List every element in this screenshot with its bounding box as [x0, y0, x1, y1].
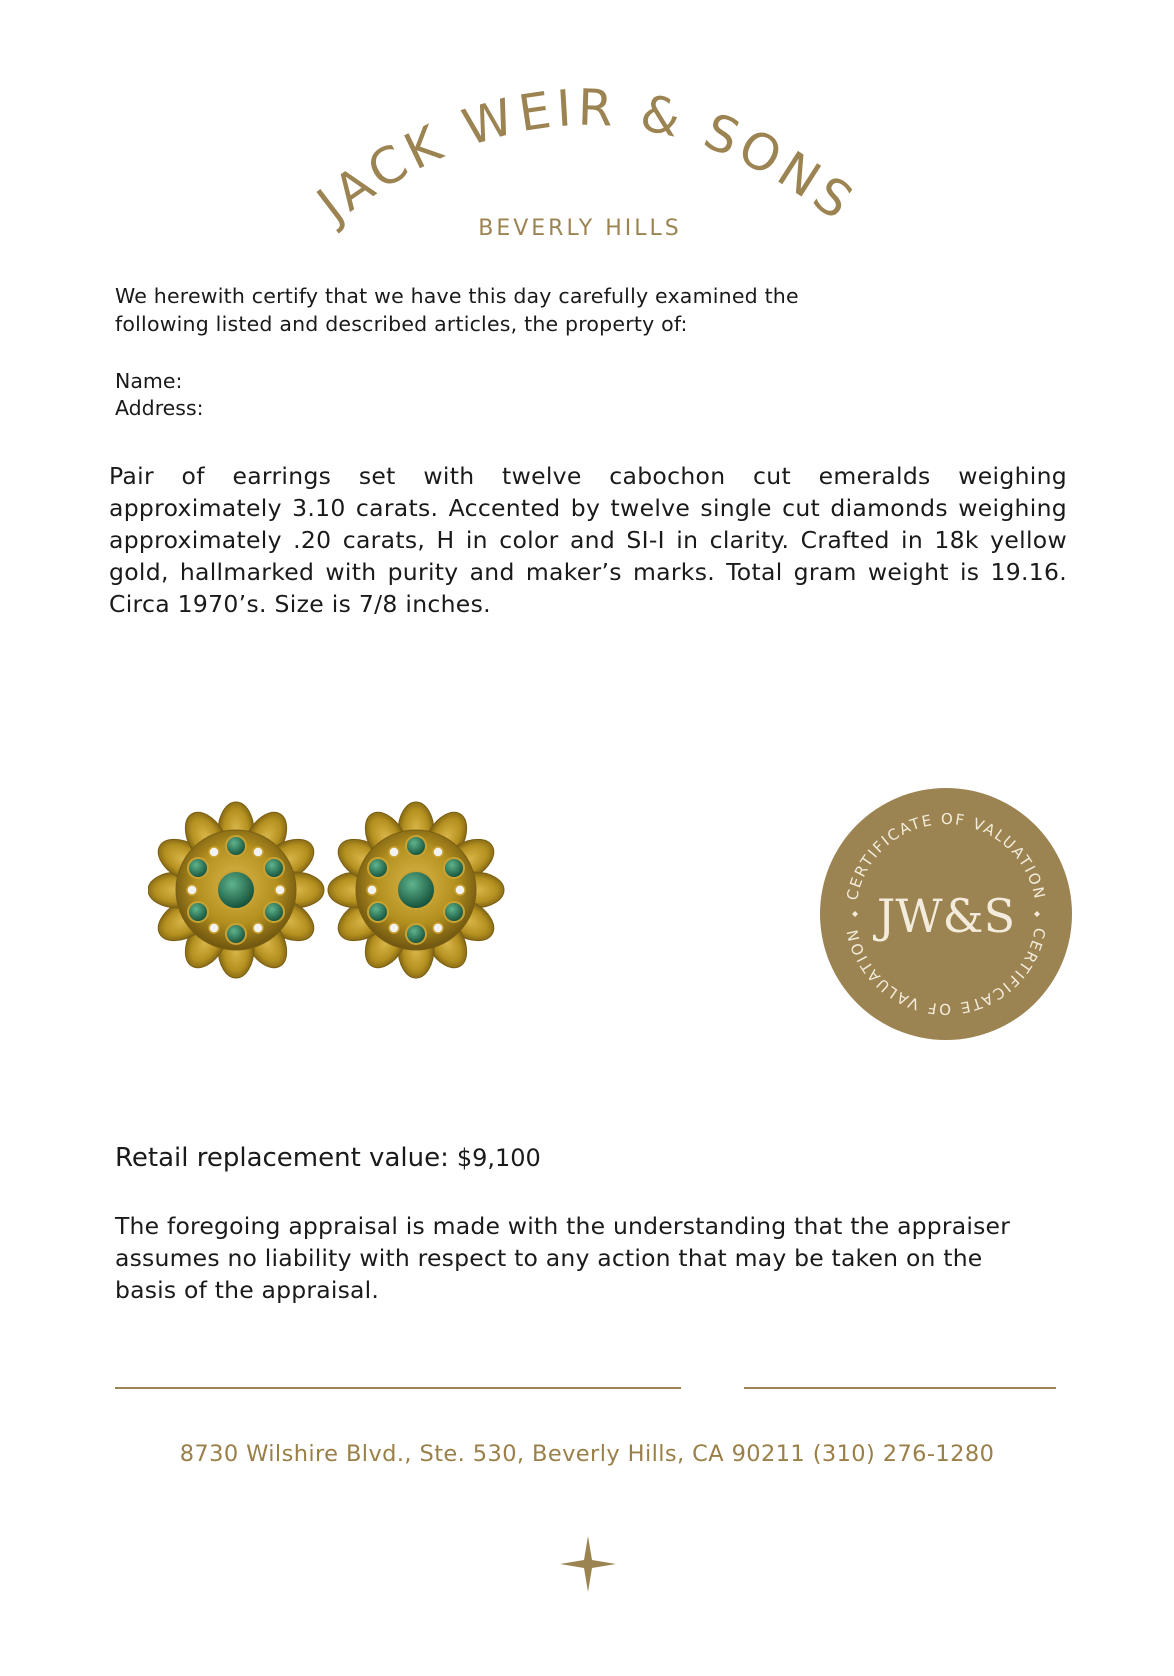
retail-value-label: Retail replacement value:: [115, 1143, 449, 1173]
certificate-seal: [818, 786, 1074, 1042]
seal-monogram: JW&S: [876, 889, 1016, 943]
brand-location: BEVERLY HILLS: [478, 216, 682, 241]
intro-line-2: following listed and described articles, the property of:: [115, 312, 688, 336]
signature-line-right: [744, 1387, 1056, 1389]
seal-ring-text-top: CERTIFICATE OF VALUATION: [843, 809, 1049, 902]
retail-value: [115, 1143, 541, 1173]
seal-ring-text-bottom: CERTIFICATE OF VALUATION: [843, 926, 1049, 1019]
intro-line-1: We herewith certify that we have this day carefully examined the: [115, 284, 799, 308]
signature-line-left: [115, 1387, 681, 1389]
address-label: Address:: [115, 396, 204, 420]
brand-logo: [0, 60, 1174, 260]
emerald-earrings-image: [148, 798, 520, 988]
footer-address: 8730 Wilshire Blvd., Ste. 530, Beverly Hills, CA 90211 (310) 276-1280: [179, 1441, 995, 1467]
owner-fields: [115, 368, 204, 422]
item-description: Pair of earrings set with twelve cabochon cut emeralds weighing approximately 3.10 carats. Accented by twelve single cut diamonds weighing approximately .20 carats, H in color and SI-I in clarity. Crafted in 18k yellow gold, hallmarked with purity and maker’s marks. Total gram weight is 19.16. Circa 1970’s. Size is 7/8 inches.: [109, 462, 1067, 618]
name-label: Name:: [115, 369, 183, 393]
four-point-star-icon: [560, 1536, 616, 1592]
certification-intro: [115, 282, 915, 338]
appraisal-disclaimer: The foregoing appraisal is made with the understanding that the appraiser assumes no liability with respect to any action that may be taken on the basis of the appraisal.: [115, 1212, 1011, 1304]
brand-name: JACK WEIR & SONS: [306, 78, 867, 234]
retail-value-amount: $9,100: [456, 1144, 541, 1172]
